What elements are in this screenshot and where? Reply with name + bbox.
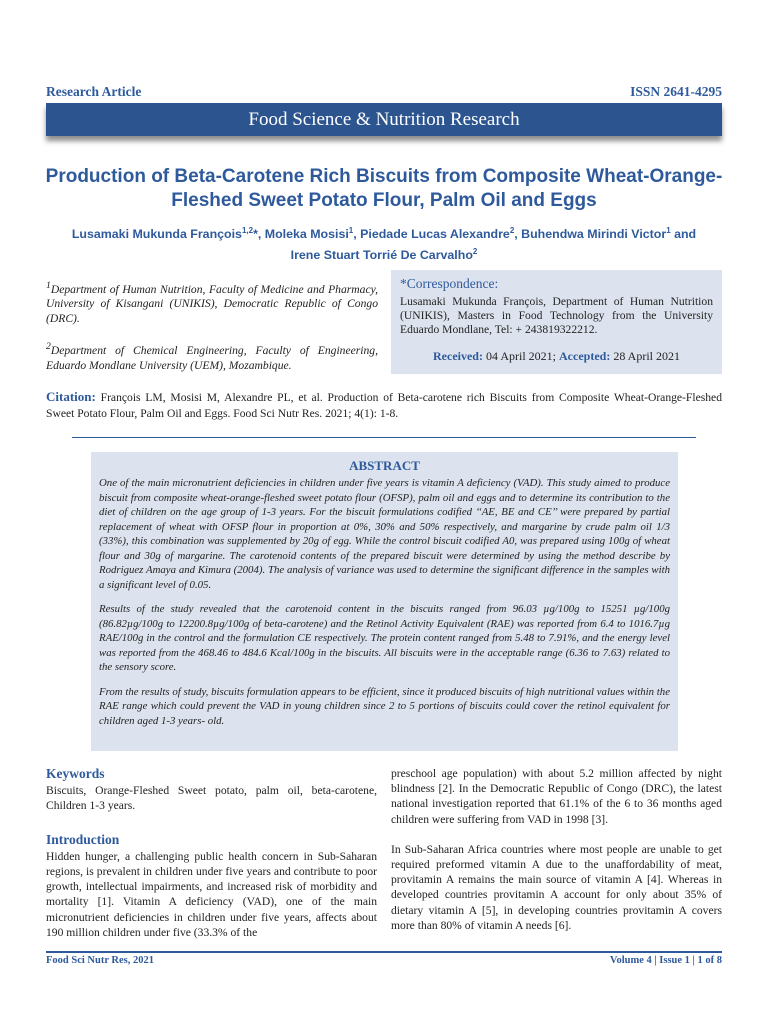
affiliation-sup: 2 [46, 341, 51, 353]
paper-title: Production of Beta-Carotene Rich Biscuits from Composite Wheat-Orange-Fleshed Sweet Potato Flour, Palm Oil and Eggs [45, 166, 723, 211]
author-name: Buhendwa Mirindi Victor [521, 227, 667, 242]
citation-text: François LM, Mosisi M, Alexandre PL, et al. Production of Beta-carotene rich Biscuits from Composite Wheat-Orange-Fleshed Sweet Potato Flour, Palm Oil and Eggs. Food Sci Nutr Res. 2021; 4(1): 1-8. [46, 391, 722, 420]
author-line-2 [30, 243, 738, 264]
author-separator: and [670, 227, 697, 242]
introduction-text: Hidden hunger, a challenging public health concern in Sub-Saharan regions, is prevalent in children under five years and contribute to poor growth, intellectual impairments, and increased risk of morbidity and mortality [1]. Vitamin A deficiency (VAD), one of the main micronutrient deficiencies in children under five years, affects about 190 million children under five (33.3% of the [46, 849, 377, 939]
author-separator: , [514, 227, 522, 242]
introduction-text: preschool age population) with about 5.2 million affected by night blindness [2]. In the Democratic Republic of Congo (DRC), the latest national investigation reported that 61.1% of the 6 to 36 months aged children were suffering from VAD in 1998 [3]. [391, 767, 722, 826]
citation-label: Citation: [46, 389, 96, 404]
author-affiliation-sup: 1,2 [241, 226, 254, 235]
affiliation [46, 340, 378, 373]
accepted-date: 28 April 2021 [613, 349, 680, 363]
correspondence-box [391, 270, 722, 374]
affiliations [46, 279, 378, 387]
abstract-paragraph: Results of the study revealed that the carotenoid content in the biscuits ranged from 96.03 µg/100g to 15251 µg/100g (86.82µg/100g to 12200.8µg/100g of beta-carotene) and the Retinol Activity Equivalent (RAE) was reported from 6.4 to 1016.7µg RAE/100g in the control and the formulation CE respectively. The protein content ranged from 5.48 to 7.91%, and the energy level was reported from the 468.46 to 484.6 Kcal/100g in the biscuits. All biscuits were in the acceptable range (6.36 to 7.63) related to the sensory score. [99, 603, 670, 673]
keywords-heading: Keywords [46, 766, 105, 781]
abstract-paragraph: One of the main micronutrient deficiencies in children under five years is vitamin A deficiency (VAD). This study aimed to produce biscuit from composite wheat-orange-fleshed sweet potato flour (OFSP), palm oil and eggs and to determine its contribution to the diet of children on the age group of 1-3 years. For the biscuit formulations codified ‘‘AE, BE and CE’’ were prepared by partial replacement of wheat with OFSP flour in proportion at 0%, 30% and 50% respectively, and margarine by crude palm oil 1/3 (33%), this combination was supplemented by 20g of egg. While the control biscuit codified A0, was prepared using 100g of wheat flour and 30g of margarine. The carotenoid contents of the prepared biscuit were determined by using the method describe by Rodriguez Amaya and Kimura (2004). The analysis of variance was used to determine the significant difference in the samples with a significant level of 0.05. [99, 477, 670, 591]
correspondence-label: *Correspondence: [400, 276, 499, 291]
author-affiliation-sup: 2 [509, 226, 515, 235]
affiliation-text: Department of Human Nutrition, Faculty of Medicine and Pharmacy, University of Kisangani (UNIKIS), Democratic Republic of Congo (DRC). [46, 282, 378, 325]
received-date: 04 April 2021 [485, 349, 553, 363]
journal-name: Food Science & Nutrition Research [46, 103, 722, 136]
dates: Received: 04 April 2021; Accepted: 28 April 2021 [433, 349, 680, 363]
author-line-1 [30, 222, 738, 243]
accepted-label: Accepted: [559, 349, 611, 363]
right-column [391, 766, 722, 933]
author-name: Lusamaki Mukunda François [71, 227, 242, 242]
article-type: Research Article [46, 84, 142, 99]
author-separator: *, [253, 227, 265, 242]
correspondence-text: Lusamaki Mukunda François, Department of Human Nutrition (UNIKIS), Masters in Food Technology from the University Eduardo Mondlane, Tel: + 243819322212. [400, 295, 713, 336]
affiliation-text: Department of Chemical Engineering, Faculty of Engineering, Eduardo Mondlane University (UEM), Mozambique. [46, 344, 378, 372]
affiliation-sup: 1 [46, 280, 51, 291]
left-column [46, 766, 377, 940]
top-bar [46, 84, 722, 104]
footer-rule [46, 951, 722, 953]
received-label: Received: [433, 349, 483, 363]
introduction-text: In Sub-Saharan Africa countries where most people are unable to get required preformed vitamin A due to the unaffordability of meat, provitamin A remains the main source of vitamin A [4]. Whereas in developed countries provitamin A account for only about 35% of dietary vitamin A [5], in developing countries provitamin A covers more than 80% of vitamin A needs [6]. [391, 842, 722, 932]
divider [72, 437, 696, 438]
author-affiliation-sup: 1 [666, 226, 671, 235]
author-affiliation-sup: 1 [348, 226, 354, 235]
abstract-heading: ABSTRACT [349, 458, 420, 473]
footer-journal: Food Sci Nutr Res, 2021 [46, 955, 155, 966]
introduction-heading: Introduction [46, 831, 120, 847]
abstract-box [91, 452, 678, 751]
author-name: Piedade Lucas Alexandre [360, 227, 510, 242]
author-name: Irene Stuart Torrié De Carvalho [290, 248, 473, 263]
keywords-text: Biscuits, Orange-Fleshed Sweet potato, palm oil, beta-carotene, Children 1-3 years. [46, 784, 377, 813]
abstract-paragraph: From the results of study, biscuits formulation appears to be efficient, since it produced biscuits of high nutritional values within the RAE range which could prevent the VAD in young children since 2 to 5 portions of biscuits could cover the retinol equivalent for children aged 1-3 years- old. [99, 685, 670, 727]
author-name: Moleka Mosisi [264, 227, 349, 242]
author-list [30, 222, 738, 264]
footer-page-info: Volume 4 | Issue 1 | 1 of 8 [609, 955, 722, 966]
citation [46, 389, 722, 422]
issn: ISSN 2641-4295 [630, 84, 722, 99]
affiliation [46, 279, 378, 326]
author-separator: , [353, 227, 361, 242]
author-affiliation-sup: 2 [472, 247, 478, 257]
